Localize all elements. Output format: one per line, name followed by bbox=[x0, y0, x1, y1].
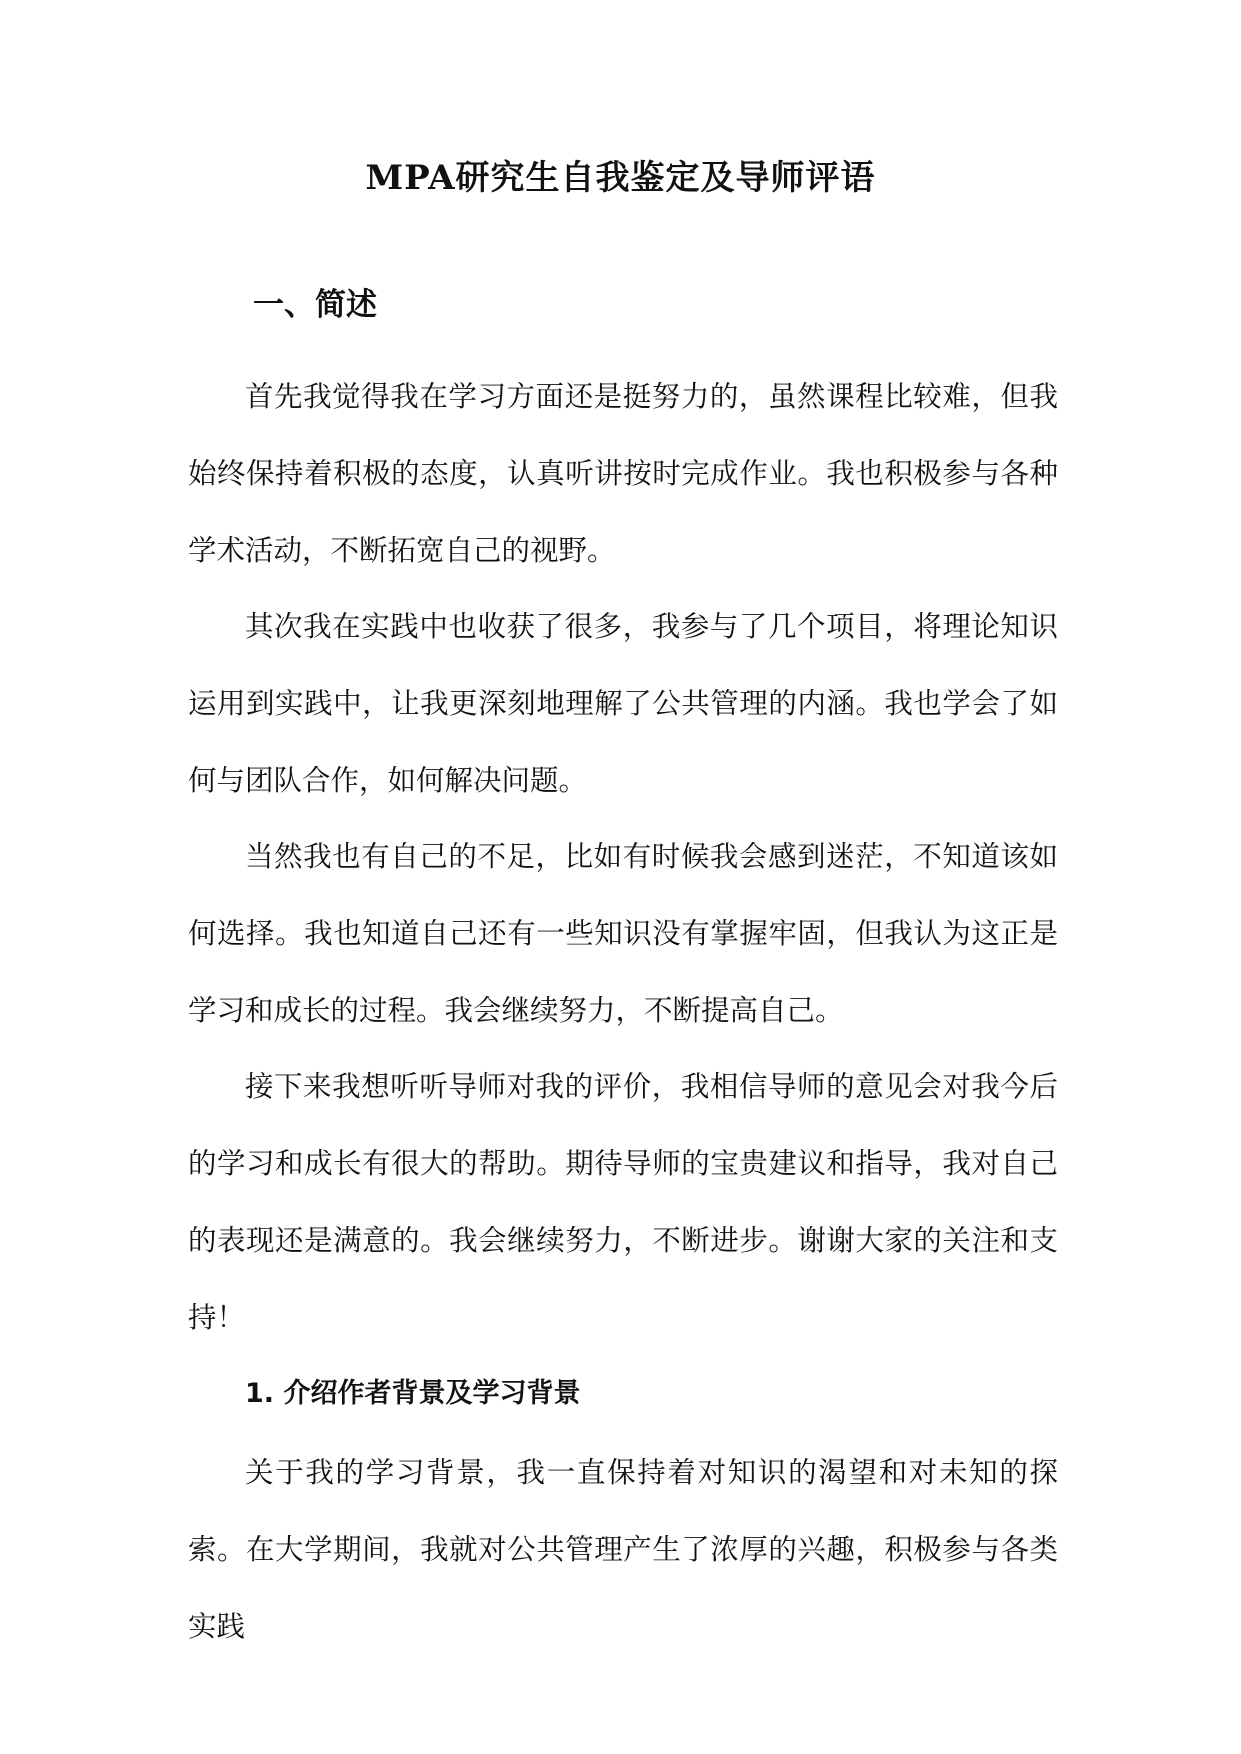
subsection-paragraph: 关于我的学习背景，我一直保持着对知识的渴望和对未知的探索。在大学期间，我就对公共管理产生了浓厚的兴趣，积极参与各类实践 bbox=[188, 1456, 1058, 1643]
paragraph-3: 当然我也有自己的不足，比如有时候我会感到迷茫，不知道该如何选择。我也知道自己还有一些知识没有掌握牢固，但我认为这正是学习和成长的过程。我会继续努力，不断提高自己。 bbox=[188, 840, 1058, 1027]
subsection-heading: 1. 介绍作者背景及学习背景 bbox=[245, 1378, 581, 1409]
section-heading: 一、简述 bbox=[253, 287, 377, 323]
document-title: MPA研究生自我鉴定及导师评语 bbox=[365, 158, 876, 198]
paragraph-1: 首先我觉得我在学习方面还是挺努力的，虽然课程比较难，但我始终保持着积极的态度，认真听讲按时完成作业。我也积极参与各种学术活动，不断拓宽自己的视野。 bbox=[188, 380, 1058, 567]
paragraph-2: 其次我在实践中也收获了很多，我参与了几个项目，将理论知识运用到实践中，让我更深刻地理解了公共管理的内涵。我也学会了如何与团队合作，如何解决问题。 bbox=[188, 610, 1058, 797]
paragraph-4: 接下来我想听听导师对我的评价，我相信导师的意见会对我今后的学习和成长有很大的帮助。期待导师的宝贵建议和指导，我对自己的表现还是满意的。我会继续努力，不断进步。谢谢大家的关注和支持！ bbox=[188, 1070, 1058, 1334]
